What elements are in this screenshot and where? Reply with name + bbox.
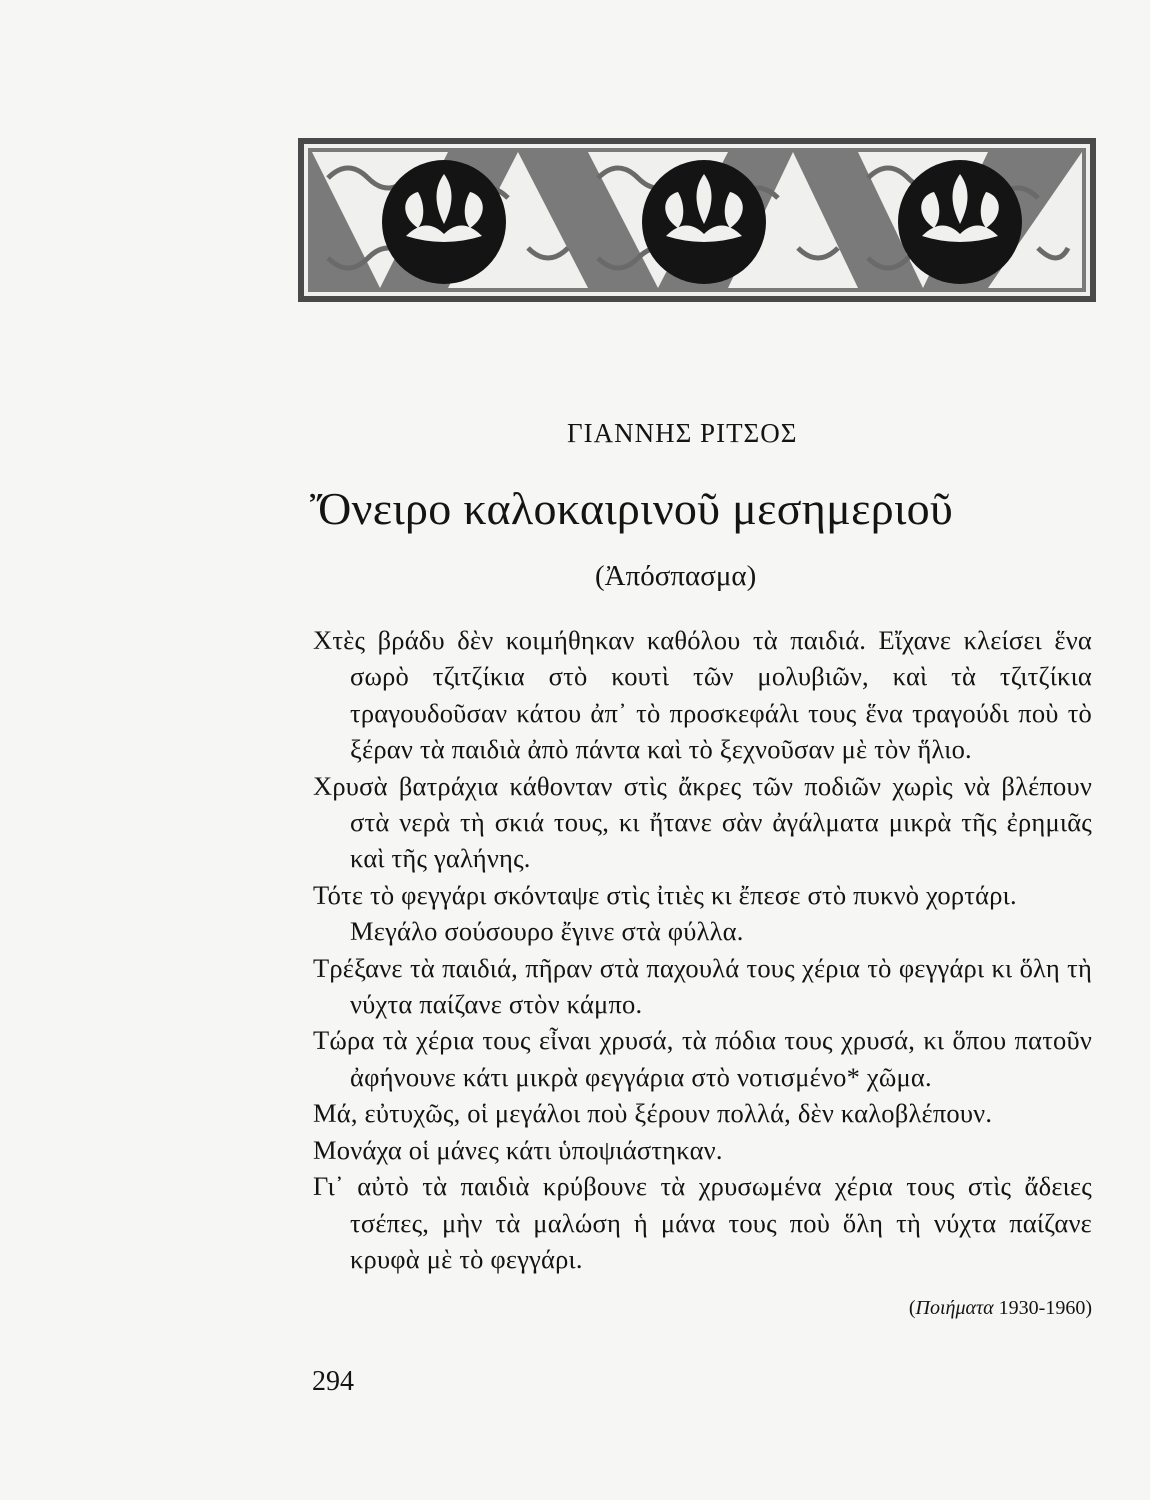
- poem-paragraph: Χρυσὰ βατράχια κάθονταν στὶς ἄκρες τῶν ποδιῶν χωρὶς νὰ βλέπουν στὰ νερὰ τὴ σκιά τους, κι ἤτανε σὰν ἀγάλματα μικρὰ τῆς ἐρημιᾶς καὶ τῆς γαλήνης.: [313, 770, 1092, 874]
- poem-paragraph: Γι᾽ αὐτὸ τὰ παιδιὰ κρύβουνε τὰ χρυσωμένα χέρια τους στὶς ἄδειες τσέπες, μὴν τὰ μαλώση ἡ μάνα τους ποὺ ὅλη τὴ νύχτα παίζανε κρυφὰ μὲ τὸ φεγγάρι.: [313, 1171, 1092, 1274]
- poem-paragraph: Χτὲς βράδυ δὲν κοιμήθηκαν καθόλου τὰ παιδιά. Εἴχανε κλείσει ἕνα σωρὸ τζιτζίκια στὸ κουτὶ τῶν μολυβιῶν, καὶ τὰ τζιτζίκια τραγουδοῦσαν κάτου ἀπ᾽ τὸ προσκεφάλι τους ἕνα τραγούδι ποὺ τὸ ξέραν τὰ παιδιὰ ἀπὸ πάντα καὶ τὸ ξεχνοῦσαν μὲ τὸν ἥλιο.: [313, 625, 1092, 765]
- ornament-frieze-icon: [298, 138, 1096, 302]
- poem-subtitle: (Ἀπόσπασμα): [595, 560, 757, 592]
- poem-paragraph: Τρέξανε τὰ παιδιά, πῆραν στὰ παχουλά τους χέρια τὸ φεγγάρι κι ὅλη τὴ νύχτα παίζανε στὸν κάμπο.: [313, 952, 1092, 1020]
- poem-title: Ὄνειρο καλοκαιρινοῦ μεσημεριοῦ: [310, 483, 954, 534]
- poem-paragraph: Μά, εὐτυχῶς, οἱ μεγάλοι ποὺ ξέρουν πολλά, δὲν καλοβλέπουν.: [313, 1098, 993, 1129]
- author-name: ΓΙΑΝΝΗΣ ΡΙΤΣΟΣ: [567, 418, 798, 448]
- poem-paragraph: Τώρα τὰ χέρια τους εἶναι χρυσά, τὰ πόδια τους χρυσά, κι ὅπου πατοῦν ἀφήνουνε κάτι μικρὰ φεγγάρια στὸ νοτισμένο* χῶμα.: [313, 1025, 1092, 1092]
- decorative-banner: [298, 138, 1096, 302]
- page-number: 294: [312, 1366, 354, 1397]
- poem-body: [313, 622, 1092, 1277]
- source-years: 1930-1960: [998, 1297, 1086, 1319]
- poem-paragraph: Τότε τὸ φεγγάρι σκόνταψε στὶς ἰτιὲς κι ἔπεσε στὸ πυκνὸ χορτάρι.: [313, 879, 1017, 910]
- poem-paragraph: Μεγάλο σούσουρο ἔγινε στὰ φύλλα.: [350, 916, 744, 947]
- poem-paragraph: Μονάχα οἱ μάνες κάτι ὑποψιάστηκαν.: [313, 1134, 723, 1165]
- source-work: Ποιήματα: [915, 1297, 994, 1319]
- source-citation: (Ποιήματα 1930-1960): [908, 1297, 1092, 1319]
